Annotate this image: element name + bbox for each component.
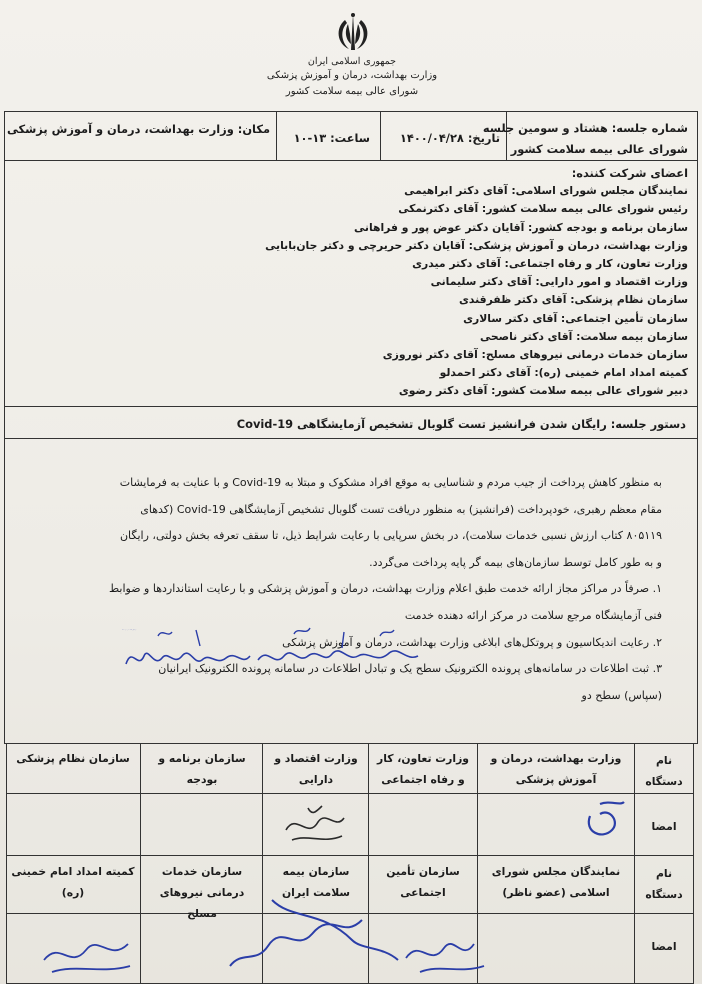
paragraph-line: ۸۰۵۱۱۹ کتاب ارزش نسبی خدمات سلامت)، در بخش سرپایی با رعایت شرایط ذیل، تا سقف تعرفه بخش دولتی، رایگان [119, 529, 662, 543]
attendee-item: سازمان خدمات درمانی نیروهای مسلح: آقای دکتر نوروزی [382, 348, 688, 362]
meeting-place: مکان: وزارت بهداشت، درمان و آموزش پزشکی [6, 122, 270, 136]
condition-line: فنی آزمایشگاه مرجع سلامت در مرکز ارائه دهنده خدمت [404, 608, 662, 622]
org-economy-ministry: وزارت اقتصاد و دارایی [274, 752, 358, 786]
divider [634, 743, 635, 984]
meeting-number: شماره جلسه: هشتاد و سومین جلسه [482, 121, 688, 135]
divider [506, 111, 507, 160]
header-line-country: جمهوری اسلامی ایران [307, 56, 397, 67]
org-labour-ministry: وزارت تعاون، کار و رفاه اجتماعی [377, 752, 469, 786]
org-parliament: نمایندگان مجلس شورای اسلامی (عضو ناظر) [491, 865, 621, 899]
sign-label: امضا [651, 820, 677, 833]
org-health-insurance: سازمان بیمه سلامت ایران [281, 865, 351, 899]
divider [6, 855, 694, 856]
org-health-ministry: وزارت بهداشت، درمان و آموزش پزشکی [490, 752, 622, 786]
org-social-security: سازمان تأمین اجتماعی [386, 865, 460, 899]
iran-emblem-icon [330, 10, 376, 56]
meeting-date: تاریخ: ۱۴۰۰/۰۴/۲۸ [399, 131, 500, 145]
handwritten-note [118, 616, 428, 676]
attendees-list [128, 164, 688, 401]
divider [4, 160, 698, 161]
paragraph-line: و به طور کامل توسط سازمان‌های بیمه گر پایه پرداخت می‌گردد. [369, 555, 662, 569]
signature-health-ministry [580, 796, 634, 846]
divider [140, 743, 141, 984]
attendees-title: اعضای شرکت کننده: [571, 166, 688, 180]
signature-relief-committee [36, 920, 136, 980]
attendee-item: دبیر شورای عالی بیمه سلامت کشور: آقای دکتر رضوی [398, 384, 688, 398]
agenda-title: دستور جلسه: رایگان شدن فرانشیز تست گلوبال تشخیص آزمایشگاهی Covid-19 [236, 417, 686, 431]
attendee-item: نمایندگان مجلس شورای اسلامی: آقای دکتر ابراهیمی [404, 184, 688, 198]
attendee-item: سازمان بیمه سلامت: آقای دکتر ناصحی [479, 329, 688, 343]
attendee-item: رئیس شورای عالی بیمه سلامت کشور: آقای دکترنمکی [398, 202, 688, 216]
header-line-council: شورای عالی بیمه سلامت کشور [285, 86, 419, 97]
attendee-item: وزارت بهداشت، درمان و آموزش پزشکی: آقایان دکتر حریرچی و دکتر جان‌بابایی [265, 238, 688, 252]
org-armed-forces-services: سازمان خدمات درمانی نیروهای مسلح [159, 865, 245, 920]
condition-line: (سپاس) سطح دو [581, 688, 662, 702]
attendee-item: سازمان نظام پزشکی: آقای دکتر ظفرقندی [458, 293, 688, 307]
divider [380, 111, 381, 160]
attendee-item: وزارت تعاون، کار و رفاه اجتماعی: آقای دکتر میدری [412, 257, 688, 271]
meeting-time: ساعت: ۱۳-۱۰ [293, 131, 370, 145]
condition-line: ۳. ثبت اطلاعات در سامانه‌های پرونده الکترونیک سطح یک و تبادل اطلاعات در سامانه پرونده الکترونیک ایرانیان [158, 662, 662, 676]
signature-social-security [212, 880, 412, 984]
attendee-item: وزارت اقتصاد و امور دارایی: آقای دکتر سلیمانی [430, 275, 688, 289]
divider [6, 793, 694, 794]
paragraph-line: مقام معظم رهبری، خودپرداخت (فرانشیز) به منظور دریافت تست گلوبال تشخیص آزمایشگاهی Covid-19 (کدهای [140, 502, 662, 516]
signature-parliament [400, 918, 490, 980]
org-planning-budget: سازمان برنامه و بودجه [158, 752, 246, 786]
attendee-item: سازمان برنامه و بودجه کشور: آقایان دکتر عوض پور و فراهانی [353, 220, 688, 234]
signature-economy-ministry [278, 800, 352, 852]
org-relief-committee: کمیته امداد امام خمینی (ره) [11, 865, 135, 899]
handwritten-note-text: و دکتر رعایت ... در ... و ... بیمه ... [122, 630, 137, 631]
divider [4, 438, 698, 439]
attendee-item: سازمان تأمین اجتماعی: آقای دکتر سالاری [463, 311, 688, 325]
org-medical-council: سازمان نظام پزشکی [16, 752, 130, 765]
council-name: شورای عالی بیمه سلامت کشور [510, 142, 688, 156]
sign-label: امضا [651, 940, 677, 953]
paragraph-line: به منظور کاهش پرداخت از جیب مردم و شناسایی به موقع افراد مشکوک و مبتلا به Covid-19 و با عنایت به فرمایشات [119, 476, 662, 489]
condition-line: ۲. رعایت اندیکاسیون و پروتکل‌های ابلاغی وزارت بهداشت، درمان و آموزش پزشکی [282, 635, 662, 649]
condition-line: ۱. صرفاً در مراکز مجاز ارائه خدمت طبق اعلام وزارت بهداشت، درمان و آموزش پزشکی و با رعایت استانداردها و ضوابط [108, 582, 662, 596]
name-label: نام دستگاه [645, 867, 683, 901]
header-line-ministry: وزارت بهداشت، درمان و آموزش پزشکی [266, 70, 438, 81]
divider [276, 111, 277, 160]
attendee-item: کمیته امداد امام خمینی (ره): آقای دکتر احمدلو [439, 366, 688, 380]
name-label: نام دستگاه [645, 754, 683, 788]
